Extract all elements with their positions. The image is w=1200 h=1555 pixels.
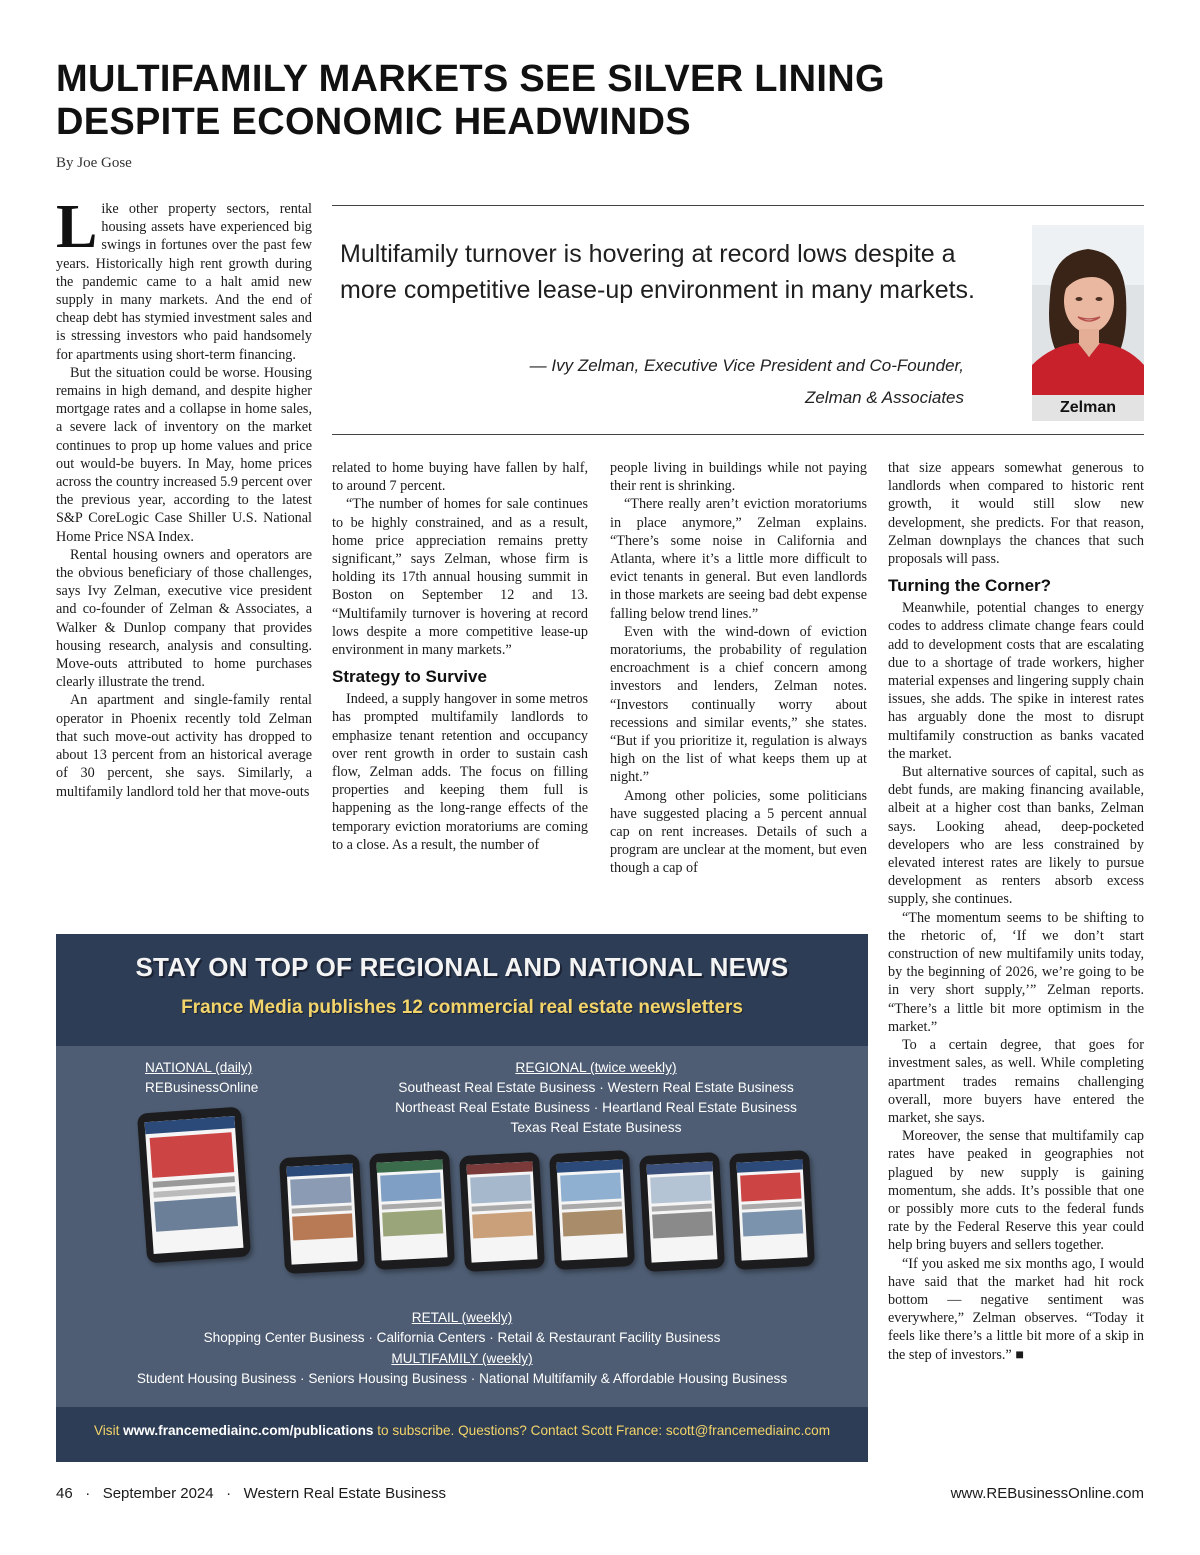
- byline: By Joe Gose: [56, 155, 132, 171]
- newsletter-advertisement[interactable]: [56, 934, 868, 1462]
- tablet-image-5: [639, 1152, 725, 1272]
- article-column-3: [610, 459, 867, 878]
- article-paragraph: Among other policies, some politicians have suggested placing a 5 percent annual cap on rent increases. Details of such a program are unclear at the moment, but even though a cap of: [610, 787, 867, 877]
- article-paragraph: “The momentum seems to be shifting to the rhetoric of, ‘If we don’t start construction of new multifamily units today, by the beginning of 2026, we’re going to be in very short supply,’” Zelman reports. “There’s a little bit more optimism in the market.”: [888, 909, 1144, 1035]
- article-paragraph: “If you asked me six months ago, I would have said that the market had hit rock bottom — negative sentiment was everywhere,” Zelman observes. “Today it feels like there’s a little bit more of a skip in the step of investors.” ■: [888, 1255, 1144, 1363]
- ad-regional-line-3[interactable]: Texas Real Estate Business: [510, 1120, 682, 1135]
- ad-regional-block: [316, 1058, 868, 1138]
- footer-separator: ·: [76, 1485, 99, 1502]
- section-heading: Turning the Corner?: [888, 576, 1052, 596]
- pull-quote: Multifamily turnover is hovering at record lows despite a more competitive lease-up environment in many markets.: [340, 240, 975, 304]
- tablet-image-1: [279, 1154, 365, 1274]
- ad-multifamily-heading: MULTIFAMILY (weekly): [391, 1351, 533, 1366]
- ad-multifamily-line[interactable]: Student Housing Business · Seniors Housing Business · National Multifamily & Affordable Housing Business: [136, 1371, 788, 1386]
- article-paragraph: people living in buildings while not paying their rent is shrinking.: [610, 460, 867, 495]
- headline-line-2: DESPITE ECONOMIC HEADWINDS: [56, 101, 691, 143]
- portrait-photo: [1032, 225, 1144, 421]
- ad-contact-text[interactable]: to subscribe. Questions? Contact Scott France: scott@francemediainc.com: [377, 1423, 831, 1438]
- ad-title: STAY ON TOP OF REGIONAL AND NATIONAL NEWS: [135, 952, 789, 982]
- portrait-image: [1032, 225, 1144, 395]
- ad-subtitle: France Media publishes 12 commercial real estate newsletters: [181, 997, 743, 1018]
- section-heading: Strategy to Survive: [332, 667, 487, 687]
- portrait-caption: Zelman: [1059, 399, 1116, 416]
- attribution-line-1: — Ivy Zelman, Executive Vice President and Co-Founder,: [529, 356, 964, 375]
- page-number: 46: [56, 1485, 73, 1502]
- article-paragraph: Moreover, the sense that multifamily cap rates have peaked in geographies not plagued by new supply is gaining momentum, she adds. It’s possible that one or possibly more cuts to the federal funds rate by the Federal Reserve this year could help bring buyers and sellers together.: [888, 1128, 1144, 1254]
- drop-cap: L: [56, 193, 98, 261]
- article-paragraph: But alternative sources of capital, such as debt funds, are making financing available, albeit at a higher cost than banks, Zelman says. Looking ahead, deep-pocketed developers who are less constrained by elevated interest rates are likely to pursue development as renters absorb excess supply, she continues.: [888, 764, 1144, 908]
- page-footer-left: [56, 1485, 446, 1502]
- article-column-2: [332, 459, 588, 854]
- ad-national-heading: NATIONAL (daily): [145, 1060, 253, 1075]
- article-paragraph: To a certain degree, that goes for investment sales, as well. While completing apartment trades remains challenging overall, more buyers have entered the market, she says.: [888, 1037, 1144, 1126]
- ad-regional-heading: REGIONAL (twice weekly): [515, 1060, 677, 1075]
- article-paragraph: Even with the wind-down of eviction moratoriums, the probability of regulation encroachment is a chief concern among investors and lenders, Zelman notes. “Investors continually worry about recessions and similar events,” she states. “But if you prioritize it, regulation is always high on the list of what keeps them up at night.”: [610, 623, 867, 786]
- tablet-image-national: [137, 1107, 251, 1264]
- article-headline: [56, 58, 1056, 144]
- ad-header-band: [56, 934, 868, 1046]
- article-paragraph: Like other property sectors, rental housing assets have experienced big swings in fortunes over the past few years. Historically high rent growth during the pandemic came to a halt amid new supply in many markets. And the end of cheap debt has stymied investment sales and is stressing investors who paid handsomely for apartments using short-term financing.: [56, 193, 312, 363]
- ad-regional-line-2[interactable]: Northeast Real Estate Business · Heartland Real Estate Business: [395, 1100, 797, 1115]
- ad-subscribe-line: [56, 1423, 868, 1438]
- publication-name: Western Real Estate Business: [243, 1485, 446, 1502]
- tablet-image-6: [729, 1150, 815, 1270]
- ad-retail-block: [56, 1308, 868, 1348]
- issue-date: September 2024: [102, 1485, 214, 1502]
- website-link[interactable]: www.REBusinessOnline.com: [950, 1485, 1144, 1502]
- article-paragraph: Indeed, a supply hangover in some metros has prompted multifamily landlords to emphasize tenant retention and occupancy over rent growth in order to sustain cash flow, Zelman adds. The focus on filling properties and keeping them full is happening as the long-range effects of the temporary eviction moratoriums are coming to a close. As a result, the number of: [332, 691, 588, 853]
- article-paragraph: But the situation could be worse. Housing remains in high demand, and despite higher mortgage rates and a collapse in home sales, a severe lack of inventory on the market continues to prop up home values and price out would-be buyers. In May, home prices across the country increased 5.9 percent over the previous year, according to the latest S&P CoreLogic Case Shiller U.S. National Home Price NSA Index.: [56, 364, 312, 545]
- article-paragraph: Rental housing owners and operators are the obvious beneficiary of those challenges, says Ivy Zelman, executive vice president and co-founder of Zelman & Associates, a Walker & Dunlop company that provides housing research, analysis and consulting. Move-outs attributed to home purchases clearly illustrate the trend.: [56, 546, 312, 691]
- tablet-image-3: [459, 1152, 545, 1272]
- footer-separator: ·: [217, 1485, 240, 1502]
- article-paragraph: that size appears somewhat generous to landlords when compared to historic rent growth, it would still slow new development, she predicts. For that reason, Zelman downplays the chances that such proposals will pass.: [888, 460, 1144, 568]
- ad-national-item[interactable]: REBusinessOnline: [145, 1080, 259, 1095]
- article-column-4: [888, 459, 1144, 1364]
- article-paragraph: “There really aren’t eviction moratoriums in place anymore,” Zelman explains. “There’s some noise in California and Atlanta, where it’s a little more difficult to evict tenants in general. But even landlords in those markets are seeing bad debt expense falling below trend lines.”: [610, 496, 867, 622]
- ad-retail-heading: RETAIL (weekly): [411, 1310, 513, 1325]
- ad-regional-line-1[interactable]: Southeast Real Estate Business · Western Real Estate Business: [398, 1080, 794, 1095]
- pull-quote-attribution: [340, 350, 964, 414]
- article-paragraph: related to home buying have fallen by half, to around 7 percent.: [332, 460, 588, 495]
- pullquote-top-rule: [332, 205, 1144, 206]
- ad-national-block: [145, 1058, 258, 1098]
- article-paragraph: Meanwhile, potential changes to energy codes to address climate change fears could add to development costs that are escalating due to a shortage of trade workers, higher material expenses and lingering supply chain issues, she adds. The spike in interest rates has arguably done the most to disrupt multifamily construction as banks vacated the market.: [888, 600, 1144, 762]
- ad-retail-line[interactable]: Shopping Center Business · California Centers · Retail & Restaurant Facility Business: [203, 1330, 721, 1345]
- tablet-image-4: [549, 1150, 635, 1270]
- attribution-line-2: Zelman & Associates: [804, 388, 964, 407]
- article-column-1: [56, 193, 312, 801]
- headline-line-1: MULTIFAMILY MARKETS SEE SILVER LINING: [56, 58, 885, 100]
- tablet-image-2: [369, 1150, 455, 1270]
- article-paragraph: An apartment and single-family rental operator in Phoenix recently told Zelman that such move-out activity has dropped to about 13 percent from an historical average of 30 percent, she says. Similarly, a multifamily landlord told her that move-outs: [56, 692, 312, 800]
- ad-multifamily-block: [56, 1349, 868, 1389]
- ad-publications-link[interactable]: www.francemediainc.com/publications: [123, 1423, 374, 1438]
- pullquote-bottom-rule: [332, 434, 1144, 435]
- article-paragraph: “The number of homes for sale continues to be highly constrained, and as a result, home price appreciation remains pretty significant,” says Zelman, whose firm is holding its 17th annual housing summit in Boston on September 12 and 13. “Multifamily turnover is hovering at record lows despite a more competitive lease-up environment in many markets.”: [332, 496, 588, 659]
- ad-visit-label: Visit: [93, 1423, 120, 1438]
